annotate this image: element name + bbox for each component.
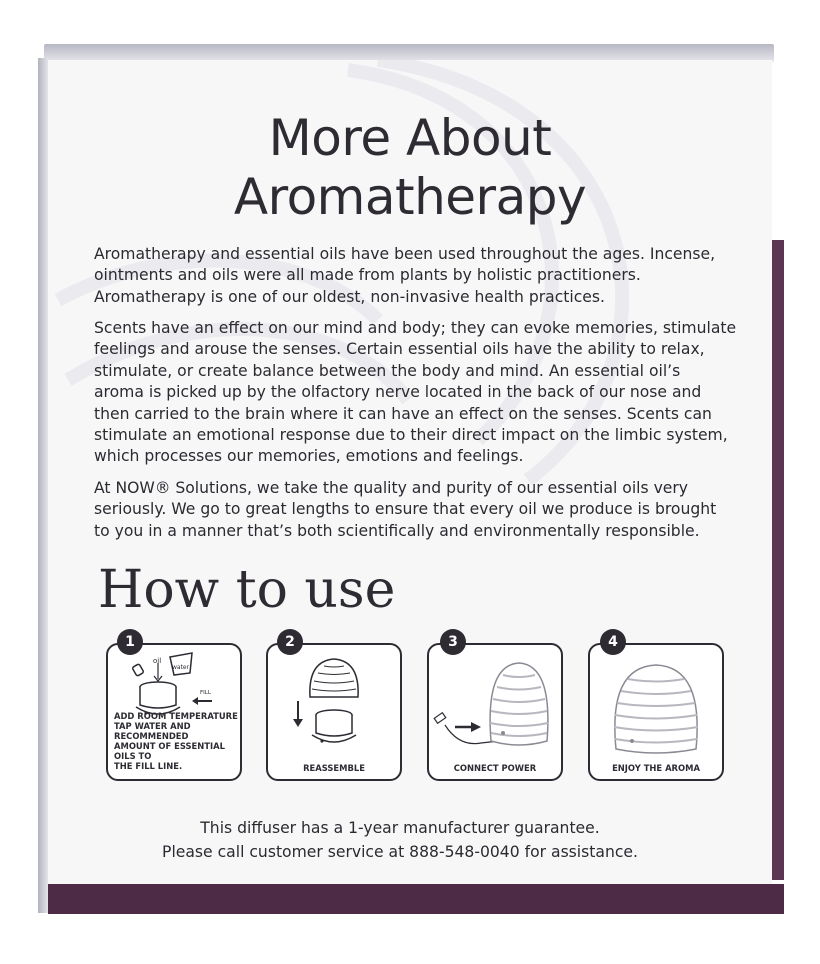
caption-line: AMOUNT OF ESSENTIAL OILS TO [114, 741, 225, 761]
diffuser-base-icon [136, 682, 180, 715]
paragraph-line: seriously. We go to great lengths to ensure that every oil we produce is brought [94, 500, 717, 519]
step-4-caption: ENJOY THE AROMA [612, 763, 700, 773]
paragraph-line: Scents have an effect on our mind and body; they can evoke memories, stimulate [94, 319, 737, 337]
step-4-card [588, 643, 724, 781]
paragraph-history [94, 244, 784, 308]
paragraph-line: feelings and arouse the senses. Certain essential oils have the ability to relax, [94, 340, 705, 359]
water-label: water [172, 664, 190, 671]
diffuser-base-icon [312, 710, 356, 743]
fill-label: FILL [200, 690, 211, 696]
paragraph-line: Aromatherapy and essential oils have been used throughout the ages. Incense, [94, 245, 716, 263]
oil-dropper-icon [132, 664, 144, 677]
paragraph-line: stimulate, or create balance between the body and mind. An essential oil’s [94, 361, 681, 380]
box-bottom-purple-band [48, 884, 784, 914]
paragraph-line: ointments and oils were all made from plants by holistic practitioners. [94, 266, 641, 285]
paragraph-line: Aromatherapy is one of our oldest, non-invasive health practices. [94, 287, 605, 306]
step-1-number: 1 [117, 629, 143, 655]
step-1-card [106, 643, 242, 781]
step-2-card [266, 643, 402, 781]
step-3-caption: CONNECT POWER [453, 763, 537, 773]
step-1-caption [114, 711, 238, 771]
how-to-use-heading: How to use [98, 560, 396, 620]
paragraph-line: then carried to the brain where it can have an effect on the senses. Scents can [94, 404, 712, 423]
step-3-card [427, 643, 563, 781]
title-line-1: More About [268, 109, 552, 167]
caption-line: TAP WATER AND RECOMMENDED [114, 721, 191, 741]
caption-line: THE FILL LINE. [114, 761, 183, 771]
paragraph-line: to you in a manner that’s both scientifically and environmentally responsible. [94, 521, 700, 540]
step-2-illustration [268, 645, 400, 779]
diffuser-icon [490, 663, 548, 745]
step-4-number: 4 [600, 629, 626, 655]
step-3-illustration [429, 645, 561, 779]
caption-line: ADD ROOM TEMPERATURE [114, 711, 238, 721]
diffuser-icon [614, 665, 698, 753]
title-line-2: Aromatherapy [233, 168, 587, 226]
down-arrow-icon [293, 701, 303, 727]
step-4-illustration [590, 645, 722, 779]
paragraph-line: At NOW® Solutions, we take the quality and purity of our essential oils very [94, 479, 689, 497]
paragraph-now-solutions [94, 478, 784, 542]
fill-arrow-icon [192, 697, 212, 705]
step-3-number: 3 [440, 629, 466, 655]
customer-service-text: Please call customer service at 888-548-0040 for assistance. [162, 843, 638, 861]
oil-label: oil [153, 657, 162, 665]
step-2-number: 2 [277, 629, 303, 655]
paragraph-line: aroma is picked up by the olfactory nerve located in the back of our nose and [94, 383, 702, 402]
guarantee-text: This diffuser has a 1-year manufacturer guarantee. [200, 819, 600, 837]
step-2-caption: REASSEMBLE [303, 763, 365, 773]
paragraph-scents [94, 318, 784, 468]
diffuser-cover-icon [310, 659, 358, 697]
right-arrow-icon [455, 722, 481, 732]
paragraph-line: which processes our memories, emotions and feelings. [94, 447, 524, 466]
paragraph-line: stimulate an emotional response due to their direct impact on the limbic system, [94, 426, 728, 445]
